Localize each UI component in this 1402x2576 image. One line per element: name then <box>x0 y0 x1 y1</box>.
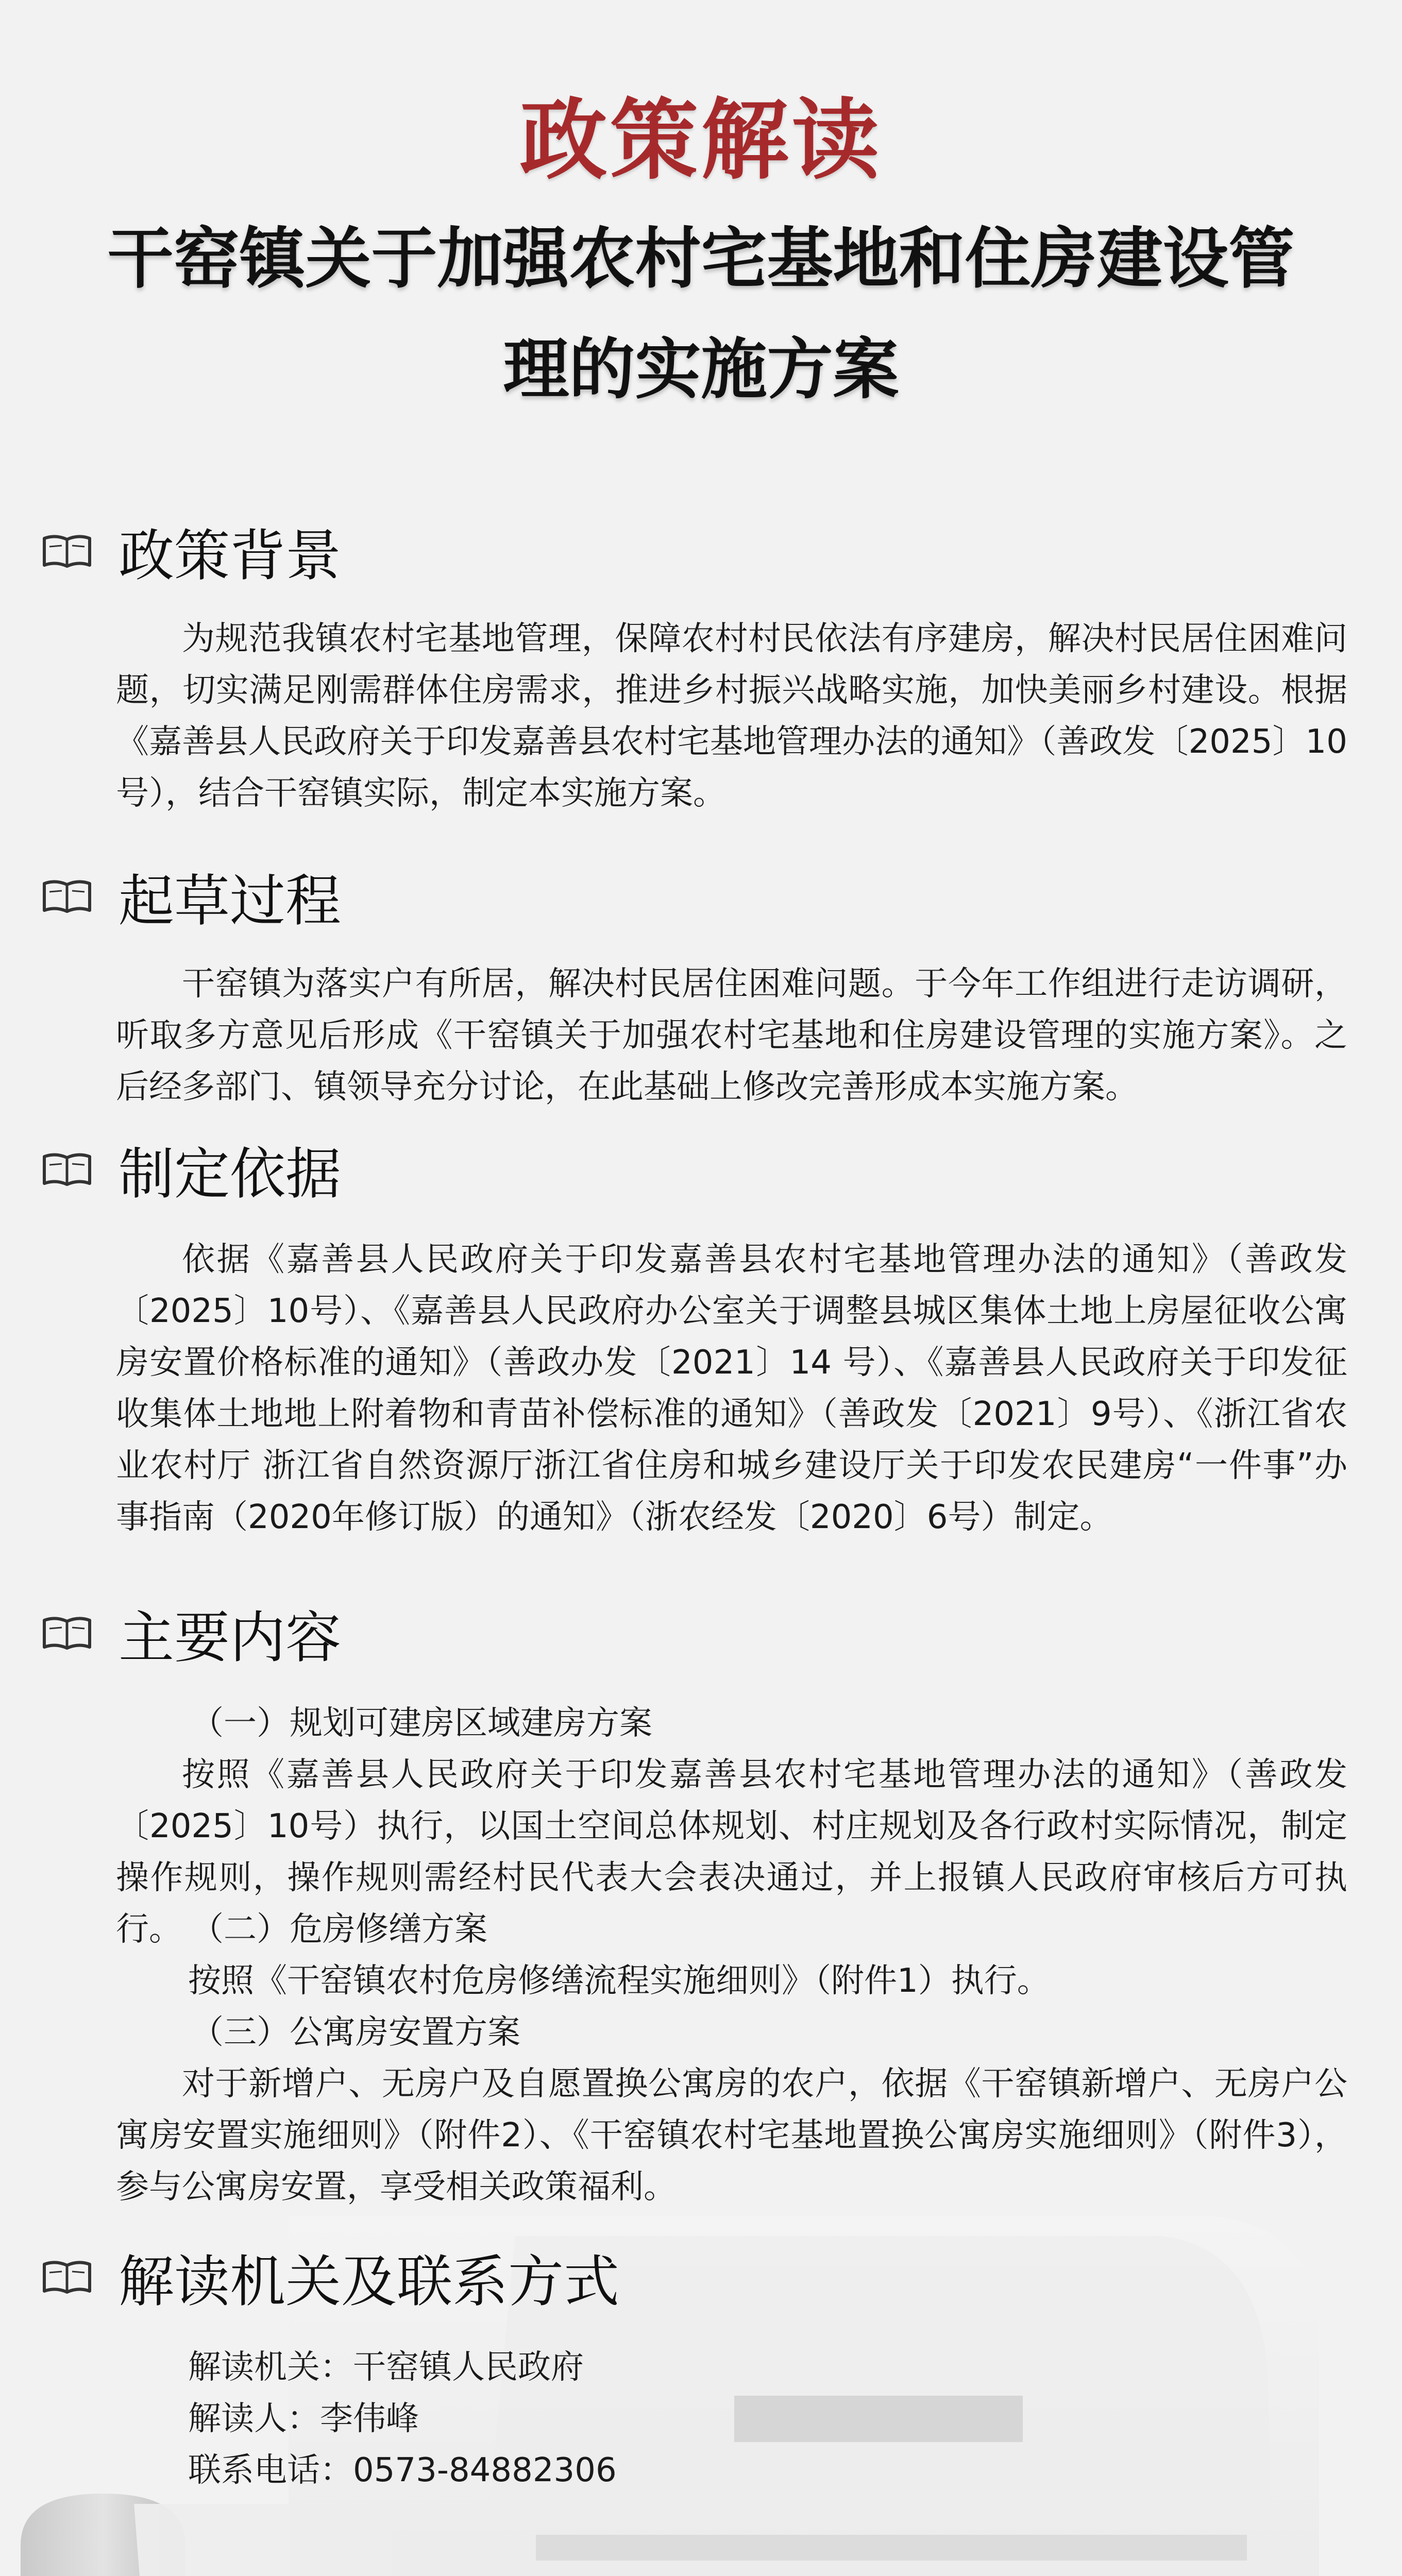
book-icon <box>41 1151 93 1189</box>
content-text-3: 对于新增户、无房户及自愿置换公寓房的农户，依据《干窑镇新增户、无房户公寓房安置实施细则》（附件2）、《干窑镇农村宅基地置换公寓房实施细则》（附件3），参与公寓房安置，享受相关政策福利。 <box>116 2065 1347 2206</box>
page-title: 干窑镇关于加强农村宅基地和住房建设管理的实施方案 <box>107 220 1295 408</box>
section-title: 制定依据 <box>119 1142 342 1207</box>
section-drafting <box>0 863 1402 1121</box>
book-icon <box>41 878 93 916</box>
book-icon <box>41 1615 93 1652</box>
section-title: 政策背景 <box>119 524 342 588</box>
section-contact <box>0 2244 1402 2501</box>
section-text: 为规范我镇农村宅基地管理，保障农村村民依法有序建房，解决村民居住困难问题，切实满足刚需群体住房需求，推进乡村振兴战略实施，加快美丽乡村建设。根据《嘉善县人民政府关于印发嘉善县农村宅基地管理办法的通知》（善政发〔2025〕10号），结合干窑镇实际，制定本实施方案。 <box>116 620 1347 812</box>
section-title: 起草过程 <box>119 869 342 934</box>
contact-person: 解读人：李伟峰 <box>188 2400 419 2438</box>
section-title: 主要内容 <box>119 1606 342 1670</box>
section-content <box>0 1600 1402 2218</box>
contact-org: 解读机关：干窑镇人民政府 <box>188 2348 584 2386</box>
section-title: 解读机关及联系方式 <box>119 2250 620 2314</box>
book-icon <box>41 2259 93 2296</box>
section-text: 依据《嘉善县人民政府关于印发嘉善县农村宅基地管理办法的通知》（善政发〔2025〕10号）、《嘉善县人民政府办公室关于调整县城区集体土地上房屋征收公寓房安置价格标准的通知》（善政办发〔2021〕14 号）、《嘉善县人民政府关于印发征收集体土地地上附着物和青苗补偿标准的通知》（善政发〔2021〕9号）、《浙江省农业农村厅 浙江省自然资源厅浙江省住房和城乡建设厅关于印发农民建房“一件事”办事指南（2020年修订版）的通知》（浙农经发〔2020〕6号）制定。 <box>116 1241 1347 1536</box>
subheading-2: （二）危房修缮方案 <box>191 1910 487 1948</box>
content-text-1: 按照《嘉善县人民政府关于印发嘉善县农村宅基地管理办法的通知》（善政发〔2025〕10号）执行，以国土空间总体规划、村庄规划及各行政村实际情况，制定操作规则，操作规则需经村民代表大会表决通过，并上报镇人民政府审核后方可执行。 <box>116 1756 1347 1948</box>
contact-phone: 联系电话：0573-84882306 <box>188 2451 617 2489</box>
header-kicker: 政策解读 <box>519 89 883 192</box>
subheading-1: （一）规划可建房区域建房方案 <box>191 1704 652 1742</box>
subheading-3: （三）公寓房安置方案 <box>191 2013 520 2052</box>
section-text: 干窑镇为落实户有所居，解决村民居住困难问题。于今年工作组进行走访调研，听取多方意见后形成《干窑镇关于加强农村宅基地和住房建设管理的实施方案》。之后经多部门、镇领导充分讨论，在此基础上修改完善形成本实施方案。 <box>116 965 1347 1106</box>
book-icon <box>41 533 93 570</box>
section-basis <box>0 1136 1402 1548</box>
section-background <box>0 518 1402 827</box>
content-text-2: 按照《干窑镇农村危房修缮流程实施细则》（附件1）执行。 <box>188 1962 1050 2000</box>
